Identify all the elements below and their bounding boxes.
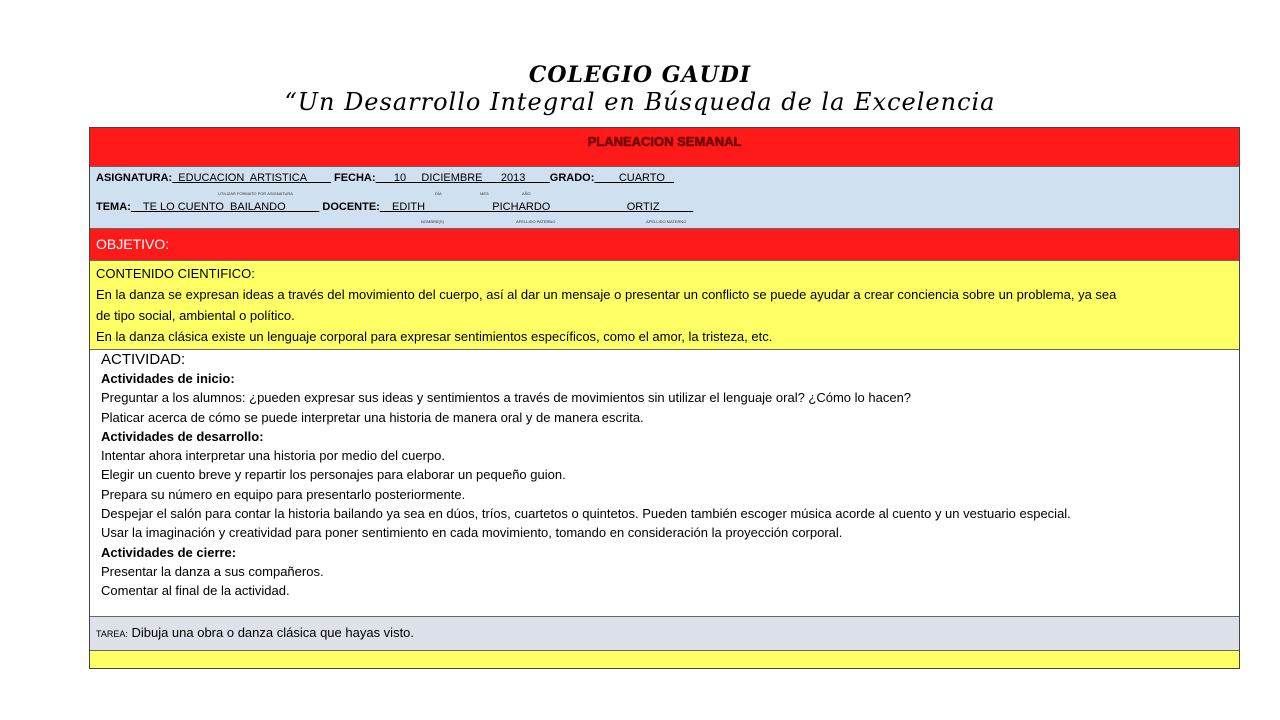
activity-line: Elegir un cuento breve y repartir los personajes para elaborar un pequeño guion.	[101, 467, 566, 483]
tema-label: TEMA:	[96, 201, 131, 213]
asignatura-value: EDUCACION ARTISTICA	[172, 172, 331, 184]
desarrollo-label: Actividades de desarrollo:	[101, 428, 264, 444]
docente-label: DOCENTE:	[322, 201, 380, 213]
school-name: COLEGIO GAUDI	[528, 62, 752, 88]
contenido-section	[90, 261, 1239, 350]
sub-anio: AÑO	[522, 191, 531, 196]
activity-line: Intentar ahora interpretar una historia por medio del cuerpo.	[101, 448, 445, 464]
activity-line: Presentar la danza a sus compañeros.	[101, 563, 324, 579]
inicio-label: Actividades de inicio:	[101, 371, 235, 386]
sub-paterno: APELLIDO PATERNO	[516, 219, 556, 224]
fecha-label: FECHA:	[333, 172, 376, 184]
cierre-label: Actividades de cierre:	[101, 544, 237, 560]
info-line-2	[96, 201, 693, 213]
contenido-line: de tipo social, ambiental o político.	[96, 308, 295, 323]
docente-value: EDITH PICHARDO ORTIZ	[379, 201, 694, 213]
activity-line: Platicar acerca de cómo se puede interpretar una historia de manera oral y de manera escrita.	[101, 409, 644, 425]
contenido-line: En la danza clásica existe un lenguaje corporal para expresar sentimientos específicos, como el amor, la tristeza, etc.	[96, 329, 773, 344]
activity-line: Despejar el salón para contar la historia bailando ya sea en dúos, tríos, cuartetos o quintetos. Pueden también escoger música acorde al cuento y un vestuario especial.	[101, 506, 1071, 522]
weekly-plan-table	[89, 127, 1240, 669]
sub-dia: DÍA	[435, 191, 442, 196]
tarea-label: TAREA:	[96, 629, 128, 639]
sub-mes: MES	[480, 191, 489, 196]
asignatura-label: ASIGNATURA:	[96, 172, 173, 184]
sub-materno: APELLIDO MATERNO	[646, 219, 687, 224]
tarea-row	[90, 617, 1239, 651]
tema-value: TE LO CUENTO BAILANDO	[130, 201, 320, 213]
activity-line: Comentar al final de la actividad.	[101, 583, 290, 599]
actividad-label: ACTIVIDAD:	[101, 351, 186, 368]
sub-nombre: NOMBRE(S)	[421, 219, 444, 224]
actividad-section	[90, 350, 1239, 617]
grado-value: CUARTO	[594, 172, 675, 184]
grado-label: GRADO:	[549, 172, 595, 184]
sub-asignatura: UTILIZAR FORMATO POR ASIGNATURA	[218, 191, 293, 196]
activity-line: Prepara su número en equipo para presentarlo posteriormente.	[101, 486, 466, 502]
contenido-label: CONTENIDO CIENTIFICO:	[96, 266, 255, 281]
activity-line: Usar la imaginación y creatividad para poner sentimiento en cada movimiento, tomando en consideración la proyección corporal.	[101, 525, 843, 541]
contenido-line: En la danza se expresan ideas a través del movimiento del cuerpo, así al dar un mensaje o presentar un conflicto se puede ayudar a crear conciencia sobre un problema, ya sea	[96, 287, 1117, 302]
activity-line: Preguntar a los alumnos: ¿pueden expresar sus ideas y sentimientos a través de movimientos sin utilizar el lenguaje oral? ¿Cómo lo hacen?	[101, 390, 912, 406]
empty-footer-row	[90, 651, 1239, 668]
school-motto: “Un Desarrollo Integral en Búsqueda de la Excelencia	[284, 88, 996, 116]
fecha-value: 10 DICIEMBRE 2013	[375, 172, 550, 184]
table-title: PLANEACION SEMANAL	[90, 128, 1239, 167]
info-line-1	[96, 172, 674, 184]
tarea-text: Dibuja una obra o danza clásica que hayas visto.	[127, 625, 415, 640]
objetivo-row: OBJETIVO:	[90, 229, 1239, 261]
info-section	[90, 167, 1239, 229]
